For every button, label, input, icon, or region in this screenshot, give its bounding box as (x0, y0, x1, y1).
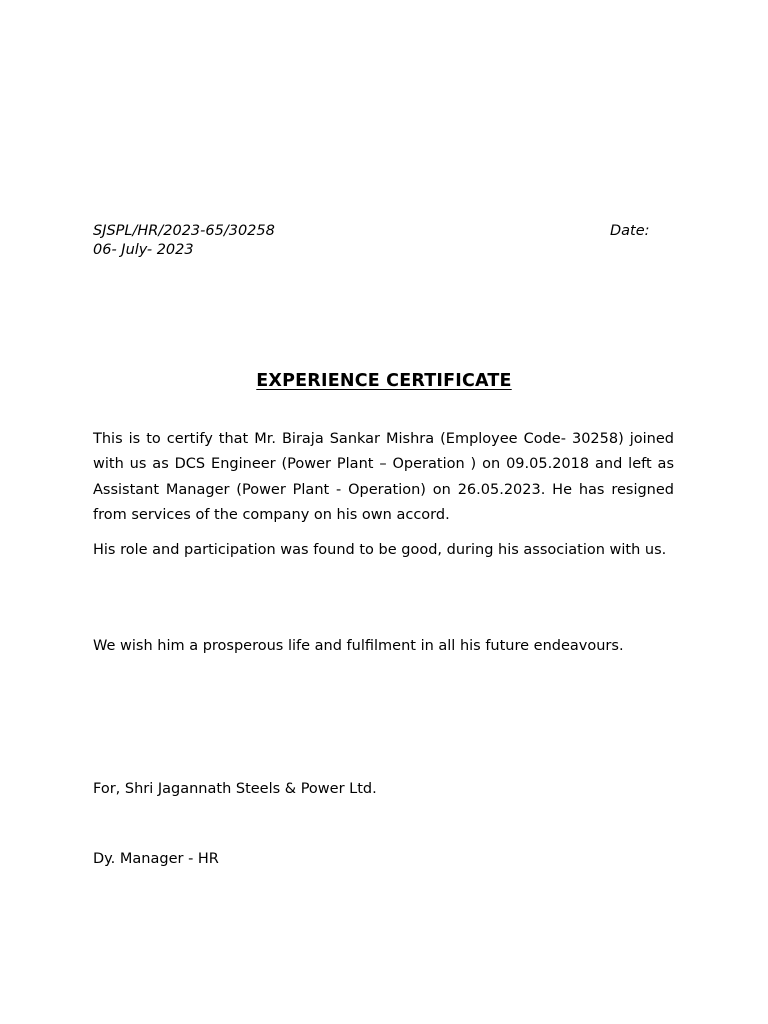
document-title: EXPERIENCE CERTIFICATE (256, 371, 512, 391)
company-name: For, Shri Jagannath Steels & Power Ltd. (93, 781, 377, 797)
date-label: Date: (610, 223, 650, 239)
certification-paragraph: This is to certify that Mr. Biraja Sankar Mishra (Employee Code- 30258) joined with us as DCS Engineer (Power Plant – Operation ) on 09.05.2018 and left as Assistant Manager (Power Plant - Operation) on 26.05.2023. He has resigned from services of the company on his own accord. (93, 431, 674, 524)
date-value: 06- July- 2023 (93, 242, 194, 258)
signatory-title: Dy. Manager - HR (93, 851, 219, 867)
performance-paragraph: His role and participation was found to be good, during his association with us. (93, 542, 667, 558)
wishes-paragraph: We wish him a prosperous life and fulfilment in all his future endeavours. (93, 638, 624, 654)
reference-number: SJSPL/HR/2023-65/30258 (93, 223, 275, 239)
